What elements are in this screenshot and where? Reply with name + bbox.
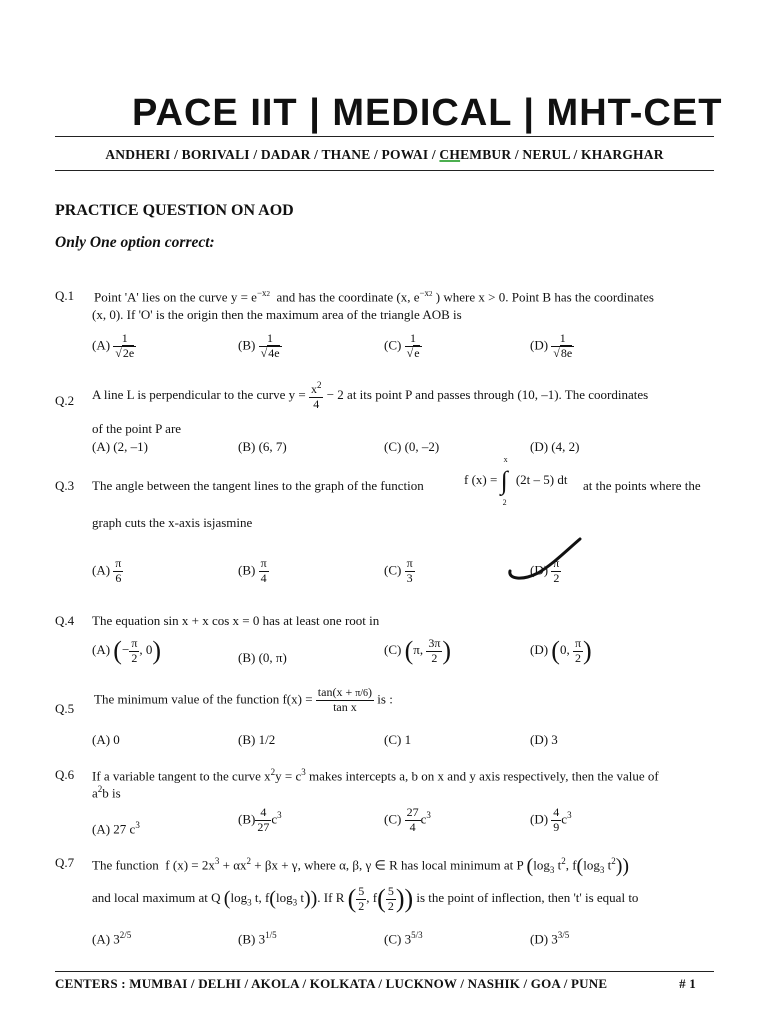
branches-before: ANDHERI / BORIVALI / DADAR / THANE / POWAI / xyxy=(105,147,440,162)
q3-option-c: (C) $\frac{\pi}{3}$ xyxy=(384,556,413,585)
q4-number: Q.4 xyxy=(55,613,75,628)
branches-line xyxy=(55,147,714,163)
handwritten-tick-mark xyxy=(500,533,590,585)
q7-line1: The function f $(x) = 2x^3 + \alpha x^2 + \beta x + \gamma$, where α, β, γ ∈ R has local minimum at P ($\log_3$ $t^2$, $f(\log_3$ $t^2$)) xyxy=(92,855,630,877)
q5-number: Q.5 xyxy=(55,701,75,716)
q7-line2: and local maximum at Q ($\log_3$ t, $f(\log_3$ t)). If R ( $\frac{5}{2}$ , f( $\frac{5}{2}$ )) is the point of inflection, then 't' is equal to xyxy=(92,883,639,913)
q1-line1: Point 'A' lies on the curve $y = e^{-x2}$ and has the coordinate (x, $e^{-x2}$ ) where x > 0. Point B has the coordinates xyxy=(94,288,654,305)
q4-option-c: (C) (π, $\frac{3\pi}{2}$ ) xyxy=(384,635,452,665)
pace-logo xyxy=(132,91,723,134)
q6-line2: $a^2b$ is xyxy=(92,784,121,801)
q6-number: Q.6 xyxy=(55,767,75,782)
q1-option-c: (C) $\frac{1}{√e}$ xyxy=(384,331,420,360)
q2-line2: of the point P are xyxy=(92,421,182,436)
q7-option-c: (C) $3^{5/3}$ xyxy=(384,930,423,947)
q2-option-a: (A) (2, –1) xyxy=(92,439,148,454)
q6-option-c: (C) $\frac{27}{4}$ $c^3$ xyxy=(384,805,431,834)
header-rule-top xyxy=(55,136,714,137)
q7-number: Q.7 xyxy=(55,855,75,870)
q4-option-b: (B) (0, π) xyxy=(238,650,287,665)
q3-option-a: (A) $\frac{\pi}{6}$ xyxy=(92,556,122,585)
footer-centers: CENTERS : MUMBAI / DELHI / AKOLA / KOLKATA / LUCKNOW / NASHIK / GOA / PUNE # 1 xyxy=(55,976,696,991)
logo-text: PACE IIT | MEDICAL | MHT-CET xyxy=(132,91,723,134)
q3-integral: f (x) = x ∫ 2 (2t – 5) dt xyxy=(464,455,568,507)
branches-after: EMBUR / NERUL / KHARGHAR xyxy=(460,147,664,162)
q7-option-d: (D) $3^{3/5}$ xyxy=(530,930,570,947)
q3-number: Q.3 xyxy=(55,478,75,493)
header-rule-bottom xyxy=(55,170,714,171)
q5-option-a: (A) 0 xyxy=(92,732,120,747)
q7-option-a: (A) $3^{2/5}$ xyxy=(92,930,132,947)
q3-line1a: The angle between the tangent lines to the graph of the function xyxy=(92,478,424,493)
q5-option-c: (C) 1 xyxy=(384,732,412,747)
q4-option-d: (D) (0, $\frac{\pi}{2}$ ) xyxy=(530,635,592,665)
q2-option-c: (C) (0, –2) xyxy=(384,439,440,454)
q4-line1: The equation sin x + x cos x = 0 has at least one root in xyxy=(92,613,380,628)
q3-option-b: (B) $\frac{\pi}{4}$ xyxy=(238,556,267,585)
q4-option-a: (A) (− $\frac{\pi}{2}$ , 0) xyxy=(92,635,162,665)
q3-line1b: at the points where the xyxy=(583,478,701,493)
q6-option-b: (B) $\frac{4}{27}$ $c^3$ xyxy=(238,805,282,834)
q5-option-b: (B) 1/2 xyxy=(238,732,276,747)
page-title: PRACTICE QUESTION ON AOD xyxy=(55,202,294,219)
footer-rule xyxy=(55,971,714,972)
q1-option-b: (B) $\frac{1}{√4e}$ xyxy=(238,331,280,360)
branches-underlined: CH xyxy=(439,147,461,162)
q1-option-d: (D) $\frac{1}{√8e}$ xyxy=(530,331,573,360)
q2-number: Q.2 xyxy=(55,393,75,408)
q7-option-b: (B) $3^{1/5}$ xyxy=(238,930,277,947)
q5-line1: The minimum value of the function f(x) = $\frac{\tan(x + \pi/6)}{\text{tan x}}$ is : xyxy=(94,685,393,714)
q5-option-d: (D) 3 xyxy=(530,732,558,747)
q1-line2: (x, 0). If 'O' is the origin then the maximum area of the triangle AOB is xyxy=(92,307,462,322)
q6-option-d: (D) $\frac{4}{9}$ $c^3$ xyxy=(530,805,572,834)
q6-option-a: (A) 27 $c^3$ xyxy=(92,820,140,837)
q2-line1: A line L is perpendicular to the curve y = $\frac{x^2}{4}$ − 2 at its point P and passes through (10, –1). The coordinates xyxy=(92,380,649,411)
page-number: # 1 xyxy=(679,976,696,991)
q3-line2: graph cuts the x-axis isjasmine xyxy=(92,515,253,530)
q2-option-d: (D) (4, 2) xyxy=(530,439,580,454)
page-subtitle: Only One option correct: xyxy=(55,234,215,251)
q1-option-a: (A) $\frac{1}{√2e}$ xyxy=(92,331,135,360)
q1-number: Q.1 xyxy=(55,288,75,303)
q3-option-d: (D) $\frac{\pi}{2}$ xyxy=(530,556,560,585)
q6-line1: If a variable tangent to the curve $x^2y = c^3$ makes intercepts a, b on x and y axis respectively, then the value of xyxy=(92,767,659,784)
q2-option-b: (B) (6, 7) xyxy=(238,439,287,454)
